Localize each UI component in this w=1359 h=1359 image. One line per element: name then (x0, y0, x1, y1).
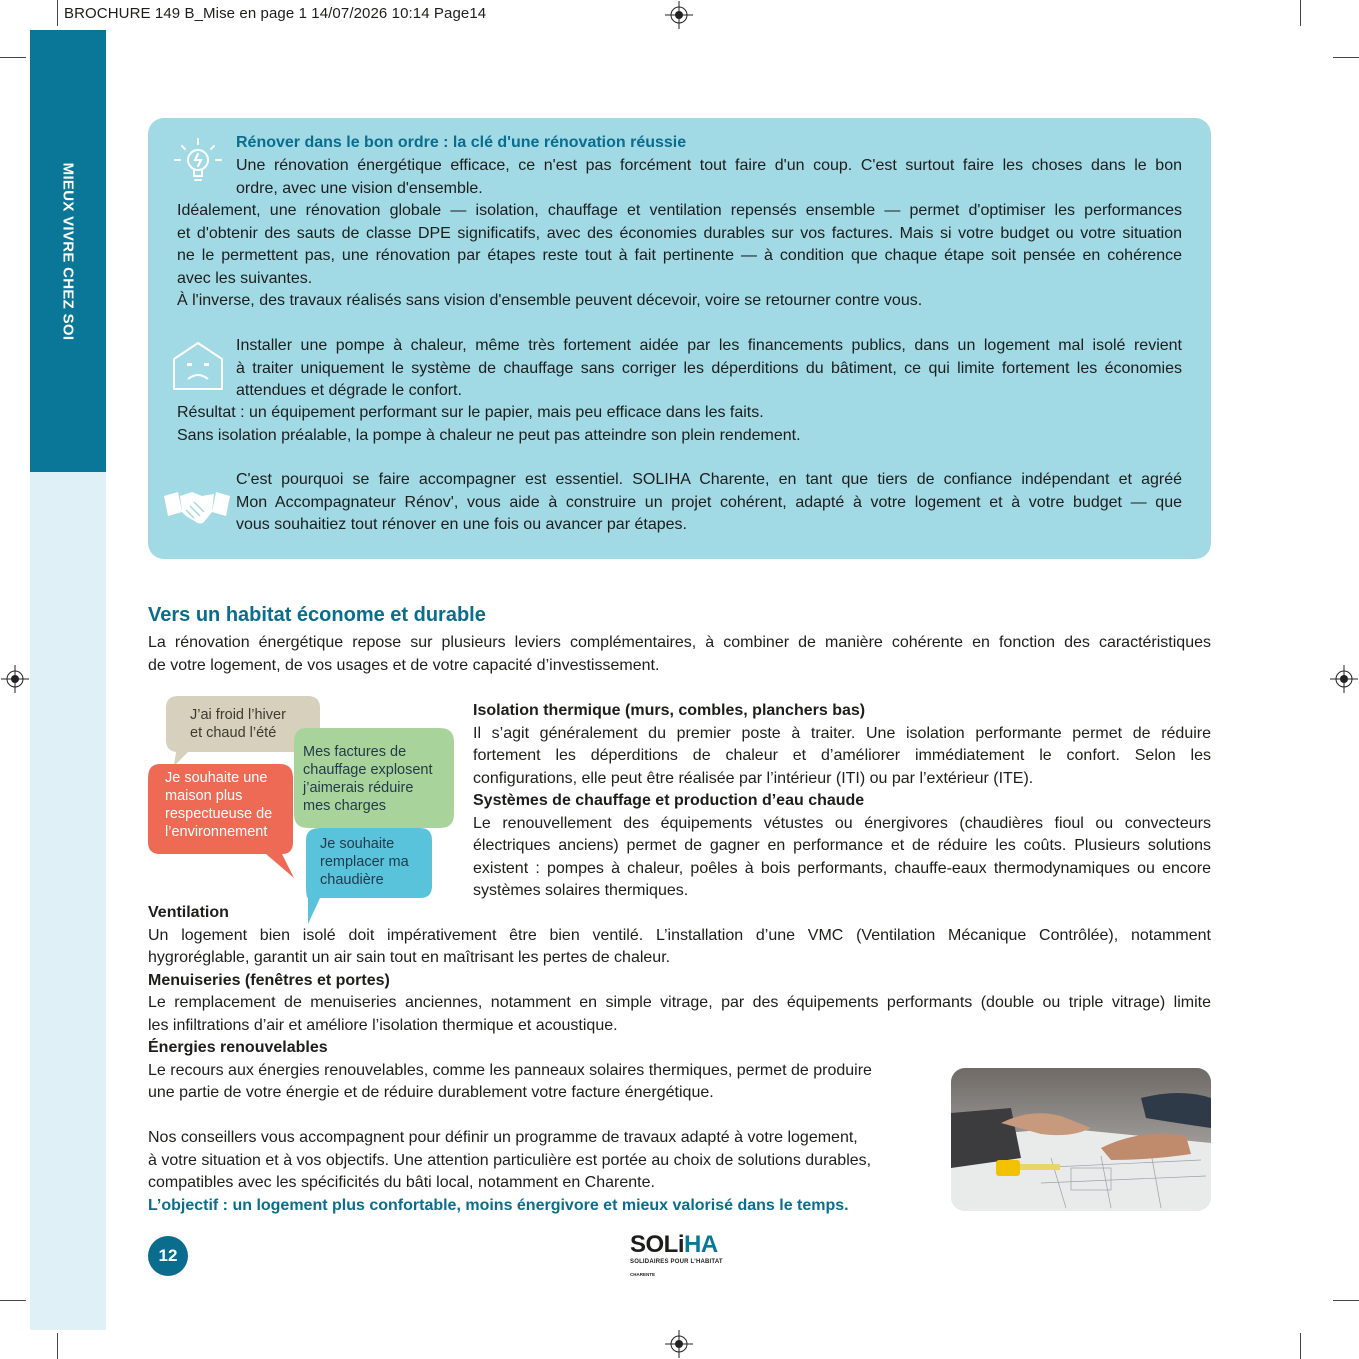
registration-mark-icon (1, 665, 29, 693)
warning-result: Résultat : un équipement performant sur le papier, mais peu efficace dans les faits. Sans isolation préalable, la pompe à chaleur ne peut pas atteindre son plein rendement. (177, 404, 801, 444)
bubble-environment: Je souhaite une maison plus respectueuse de l’environnement (165, 770, 273, 840)
page-number: 12 (148, 1236, 188, 1276)
soliha-logo: SOLiHA SOLIDAIRES POUR L’HABITAT CHARENTE (630, 1231, 723, 1277)
info-box-intro: Une rénovation énergétique efficace, ce n'est pas forcément tout faire d'un coup. C'est surtout faire les choses dans le bon ordre, avec une vision d'ensemble. (236, 157, 1182, 197)
closing-highlight: L’objectif : un logement plus confortable, moins énergivore et mieux valorisé dans le temps. (148, 1196, 849, 1214)
registration-mark-icon (665, 1330, 693, 1358)
bubble-bills: Mes factures de chauffage explosent j’aimerais réduire mes charges (303, 744, 433, 814)
bubble-boiler: Je souhaite remplacer ma chaudière (320, 836, 409, 888)
registration-mark-icon (665, 1, 693, 29)
info-box-title: Rénover dans le bon ordre : la clé d'une rénovation réussie (236, 134, 687, 151)
info-box-paragraph: Idéalement, une rénovation globale — isolation, chauffage et ventilation repensés ensemble — permet d'optimiser les performances et d'obtenir des sauts de classe DPE significatifs, avec des économies durables sur vos factures. Mais si votre budget ou votre situation ne le permettent pas, une rénovation par étapes reste tout à fait pertinente — à condition que chaque étape soit pensée en cohérence avec les suivantes. À l'inverse, des travaux réalisés sans vision d'ensemble peuvent décevoir, voire se retourner contre vous. (177, 202, 1182, 309)
lever-isolation: Isolation thermique (murs, combles, planchers bas) Il s’agit généralement du premier poste à traiter. Une isolation performante permet de réduire fortement les déperditions de chaleur et d’améliorer immédiatement le confort. Selon les configurations, elle peut être réalisée par l’intérieur (ITI) ou par l’extérieur (ITE). Systèmes de chauffage et production d’eau chaude Le renouvellement des équipements vétustes ou énergivores (chaudières fioul ou convecteurs électriques anciens) permet de gagner en performance et de réduire les coûts. Plusieurs solutions existent : pompes à chaleur, poêles à bois performants, chauffe-eaux thermodynamiques ou encore systèmes solaires thermiques. (473, 702, 1211, 899)
lightbulb-icon (172, 136, 224, 188)
lever-ventilation-menuiseries: Ventilation Un logement bien isolé doit impérativement être bien ventilé. L’installation d’une VMC (Ventilation Mécanique Contrôlée), notamment hygroréglable, garantit un air sain tout en maîtrisant les pertes de chaleur. Menuiseries (fenêtres et portes) Le remplacement de menuiseries anciennes, notamment en simple vitrage, par des équipements performants (double ou triple vitrage) limite les infiltrations d’air et améliore l’isolation thermique et acoustique. (148, 904, 1211, 1034)
sidebar-label: MIEUX VIVRE CHEZ SOI (59, 162, 77, 340)
section-intro: La rénovation énergétique repose sur plusieurs leviers complémentaires, à combiner de manière cohérente en fonction des caractéristiques de votre logement, de vos usages et de votre capacité d’investissement. (148, 634, 1211, 674)
section-title: Vers un habitat économe et durable (148, 604, 486, 626)
print-header: BROCHURE 149 B_Mise en page 1 14/07/2026 10:14 Page14 (64, 5, 487, 22)
bubble-cold-hot: J’ai froid l’hiver et chaud l’été (190, 707, 286, 741)
lever-energies: Énergies renouvelables Le recours aux énergies renouvelables, comme les panneaux solaires thermiques, permet de produire une partie de votre énergie et de réduire durablement votre facture énergétique. (148, 1039, 872, 1101)
sad-house-icon (170, 337, 226, 393)
sidebar-band-light (30, 472, 106, 1330)
support-paragraph: C'est pourquoi se faire accompagner est essentiel. SOLIHA Charente, en tant que tiers de confiance indépendant et agréé Mon Accompagnateur Rénov', vous aide à construire un projet cohérent, adapté à votre logement et à votre budget — que vous souhaitiez tout rénover en une fois ou avancer par étapes. (236, 471, 1182, 533)
handshake-icon (162, 488, 232, 528)
closing-paragraph: Nos conseillers vous accompagnent pour définir un programme de travaux adapté à votre logement, à votre situation et à vos objectifs. Une attention particulière est portée au choix de solutions durables, compatibles avec les spécificités du bâti local, notamment en Charente. L’objectif : un logement plus confortable, moins énergivore et mieux valorisé dans le temps. (148, 1127, 918, 1217)
registration-mark-icon (1330, 665, 1358, 693)
blueprint-photo (951, 1068, 1211, 1211)
warning-paragraph: Installer une pompe à chaleur, même très fortement aidée par les financements publics, dans un logement mal isolé revient à traiter uniquement le système de chauffage sans corriger les déperditions du bâtiment, ce qui limite fortement les économies attendues et dégrade le confort. (236, 337, 1182, 399)
